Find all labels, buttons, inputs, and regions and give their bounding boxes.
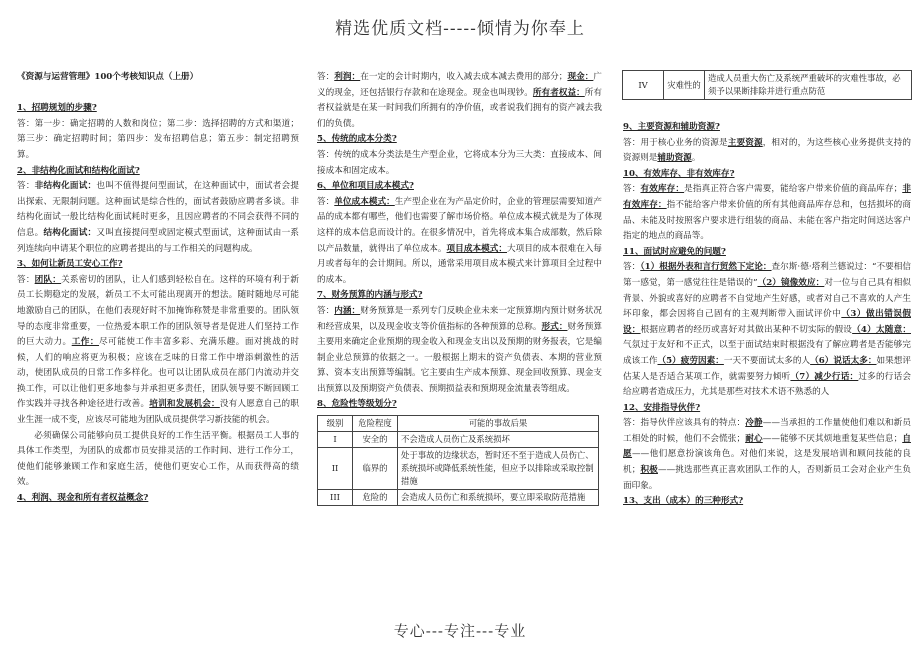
question-heading: 9、主要资源和辅助资源? [623,122,720,132]
answer-text: 答：单位成本模式：生产型企业在为产品定价时，企业的管理层需要知道产品的成本都有哪些，他们也需要了解市场价格。单位成本模式就是为了体现这样的成本信息而设计的。在很多情况中，首先将成本集合成部数，然后除以产品数量，就得出了单位成本。项目成本模式：大项目的成本很难在入每月或者每年的会计期间。所以，通常采用项目成本模式来计算项目全过程中的成本。 [317,196,602,285]
table-cell: 造成人员重大伤亡及系统严重破坏的灾难性事故，必须予以果断排除并进行重点防范 [705,71,912,100]
table-cell: II [318,448,353,490]
table-cell: 临界的 [353,448,398,490]
table-row [623,71,912,100]
table-cell: IV [623,71,664,100]
question-heading: 11、面试时应避免的问题? [623,246,726,257]
table-cell: 不会造成人员伤亡及系统损坏 [398,432,599,448]
answer-text: 答：内涵：财务预算是一系列专门反映企业未来一定预算期内预计财务状况和经营成果，以及现金收支等价值指标的各种预算的总称。形式：财务预算主要用来确定企业预期的现金收入和现金支出以及预期的财务报表，它是编制企业总预算的依据之一。一般根据上期末的资产负债表、本期的营业预算、资本支出预算等编制。它主要由生产成本预算、现金回收预算、现金支出预算以及预期资产负债表、预期损益表和预期现金流量表等组成。 [317,305,602,394]
table-cell: 安全的 [353,432,398,448]
question-heading: 1、招聘规划的步骤? [17,103,97,114]
table-row [318,448,599,490]
question-heading: 5、传统的成本分类? [317,134,397,145]
question-heading: 6、单位和项目成本模式? [317,181,414,192]
column-3 [623,120,911,668]
answer-text: 答：（1）根据外表和言行贸然下定论：查尔斯·德·塔利兰德说过：“不要相信第一感觉，第一感觉往往是错误的”（2）镜像效应：对一位与自己具有相似背景、外貌或喜好的应聘者不自觉地产生好感，或者对自己不喜欢的人产生坏印象，都会因将自己固有的主观判断带入面试评价中（3）做出错误假设：根据应聘者的经历或喜好对其做出某种不切实际的假设（4）太随意：气氛过于友好和不正式，以至于面试结束时根据没有了解应聘者是否能够完成该工作（5）疲劳因素：一天不要面试太多的人（6）说话太多：如果想评估某人是否适合某项工作，就需要努力倾听（7）减少行话：过多的行话会给应聘者造成压力，尤其是那些对技术术语不熟悉的人 [623,262,911,398]
answer-text: 答：利润：在一定的会计时期内，收入减去成本减去费用的部分；现金：广义的现金，还包括银行存款和在途现金。现金也叫现钞。所有者权益：所有者权益就是在某一时间我们所拥有的净价值，或者说我们拥有的资产减去我们的负债。 [317,72,602,129]
question-heading: 3、如何让新员工安心工作? [17,259,123,270]
question-heading: 4、利润、现金和所有者权益概念? [17,493,149,504]
table-header-cell: 危险程度 [353,416,398,432]
question-heading: 7、财务预算的内涵与形式? [317,290,423,301]
answer-text: 答：有效库存：是指真正符合客户需要，能给客户带来价值的商品库存；非有效库存：指不能给客户带来价值的所有其他商品库存总和，包括损坏的商品、未能及时按照客户要求进行组装的商品、未能在客户指定时间送达客户指定的地点的商品等。 [623,184,911,242]
table-header-row [318,416,599,432]
column-1 [17,70,299,618]
question-heading: 10、有效库存、非有效库存? [623,168,735,179]
page-header: 精选优质文档-----倾情为你奉上 [335,19,585,39]
table-header-cell: 可能的事故后果 [398,416,599,432]
page-footer: 专心---专注---专业 [393,622,527,640]
question-heading: 12、安排指导伙伴? [623,402,701,413]
answer-text: 答：团队：关系密切的团队，让人们感到轻松自在。这样的环境有利于新员工长期稳定的发展，新员工不太可能出现离开的想法。随时随地尽可能地激励自己的团队，在他们表现好时不加掩饰称赞是非常重要的。团队领导的态度非常重要，一位热爱本职工作的团队领导者是促进人们坚持工作的巨大动力。工作：尽可能使工作丰富多彩、充满乐趣。面对挑战的时候，人们的响应将更为积极；应该在乏味的日常工作中增添刺激性的活动，使团队成员的日常工作多样化。也可以让团队成员在部门内流动并交换工作，可以让他们更多地参与并承担更多责任，团队领导要不断回顾工作实践并寻找各种途径进行改善。培训和发展机会：没有人愿意自己的职业生涯一成不变，应该尽可能地为团队成员提供学习新技能的机会。 [17,274,299,426]
table-row [318,432,599,448]
answer-text: 答：指导伙伴应该具有的特点：冷静——当承担的工作量使他们难以和新员工相处的时候，他们不会慌张；耐心——能够不厌其烦地重复某些信息；自愿——他们愿意扮演该角色。对他们来说，这是发展培训和顾问技能的良机；积极——挑选那些真正喜欢团队工作的人，否则新员工会对企业产生负面印象。 [623,418,911,491]
question-heading: 2、非结构化面试和结构化面试? [17,165,140,176]
table-cell: 会造成人员伤亡和系统损坏，要立即采取防范措施 [398,490,599,506]
answer-text: 答：用于核心业务的资源是主要资源，相对的，为这些核心业务提供支持的资源则是辅助资源。 [623,137,911,164]
table-cell: 灾难性的 [664,71,705,100]
table-header-cell: 级别 [318,416,353,432]
answer-text: 答：非结构化面试：也叫不值得提问型面试，在这种面试中，面试者会提出探索、无限制问题。这种面试是综合性的，面试者鼓励应聘者多谈。非结构化面试一般比结构化面试耗时更多，且因应聘者的不同会获得不同的信息。结构化面试：又叫直接提问型或固定模式型面试，这种面试由一系列连续向申请某个职位的应聘者提出的与工作相关的问题构成。 [17,181,299,254]
question-heading: 8、危险性等级划分? [317,399,397,410]
table-cell: III [318,490,353,506]
answer-text: 答：传统的成本分类法是生产型企业，它将成本分为三大类：直接成本、间接成本和固定成本。 [317,149,602,176]
table-cell: I [318,432,353,448]
table-row [318,490,599,506]
answer-text: 必须确保公司能够向员工提供良好的工作生活平衡。根据员工人事的具体工作类型，为团队的成都市员安排灵活的工作时间、进行工作分工，使他们能够兼顾工作和家庭生活，使他们更安心工作，从而获得高的绩效。 [17,430,299,488]
doc-title: 《资源与运营管理》100个考核知识点（上册） [17,72,199,82]
question-heading: 13、支出（成本）的三种形式? [623,496,744,507]
column-2 [317,70,602,618]
answer-text: 答：第一步：确定招聘的人数和岗位；第二步：选择招聘的方式和渠道；第三步：确定招聘时间；第四步：发布招聘信息；第五步：制定招聘预算。 [17,118,299,160]
risk-level-table [317,415,599,506]
table-cell: 处于事故的边缘状态，暂时还不至于造成人员伤亡、系统损坏或降低系统性能，但应予以排除或采取控制措施 [398,448,599,490]
risk-level-table-continued [622,70,912,100]
table-cell: 危险的 [353,490,398,506]
